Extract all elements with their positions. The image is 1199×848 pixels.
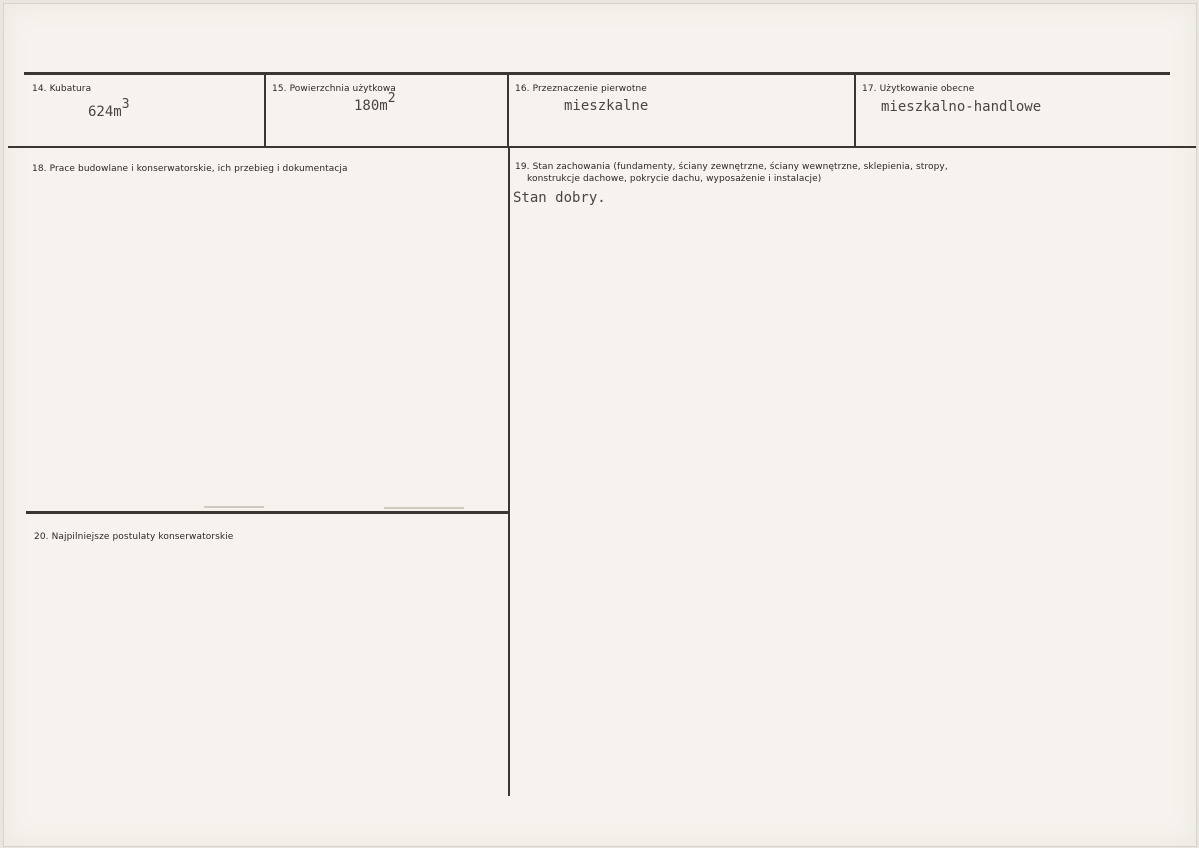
field-14-value: [88, 97, 130, 120]
field-14-exponent: 3: [121, 97, 130, 112]
main-vertical-divider: [508, 148, 510, 796]
divider-15-16: [507, 74, 509, 148]
field-19-label-line2: konstrukcje dachowe, pokrycie dachu, wyposażenie i instalacje): [527, 174, 822, 184]
field-17-value: mieszkalno-handlowe: [881, 99, 1042, 115]
field-16-label: 16. Przeznaczenie pierwotne: [515, 84, 647, 94]
field-15-value: [354, 91, 396, 114]
field-14-label: 14. Kubatura: [32, 84, 92, 94]
record-card: [3, 3, 1197, 847]
separator-wear: [384, 507, 464, 509]
field-15-number: 180m: [354, 98, 388, 114]
row1-bottom-rule: [8, 146, 1196, 148]
field-20-label: 20. Najpilniejsze postulaty konserwatorskie: [34, 532, 234, 542]
field-17-label: 17. Użytkowanie obecne: [862, 84, 975, 94]
field-18-label: 18. Prace budowlane i konserwatorskie, ich przebieg i dokumentacja: [32, 164, 348, 174]
field-14-number: 624m: [88, 104, 122, 120]
field-19-value: Stan dobry.: [513, 190, 606, 206]
top-rule: [24, 72, 1170, 75]
field-16-value: mieszkalne: [564, 98, 649, 114]
field-15-exponent: 2: [387, 91, 396, 106]
field-15-label: 15. Powierzchnia użytkowa: [272, 84, 396, 94]
field-19-label-line1: 19. Stan zachowania (fundamenty, ściany zewnętrzne, ściany wewnętrzne, sklepienia, stropy,: [515, 162, 948, 172]
left-section-separator: [26, 511, 508, 514]
divider-16-17: [854, 74, 856, 148]
divider-14-15: [264, 74, 266, 148]
separator-wear: [204, 506, 264, 508]
